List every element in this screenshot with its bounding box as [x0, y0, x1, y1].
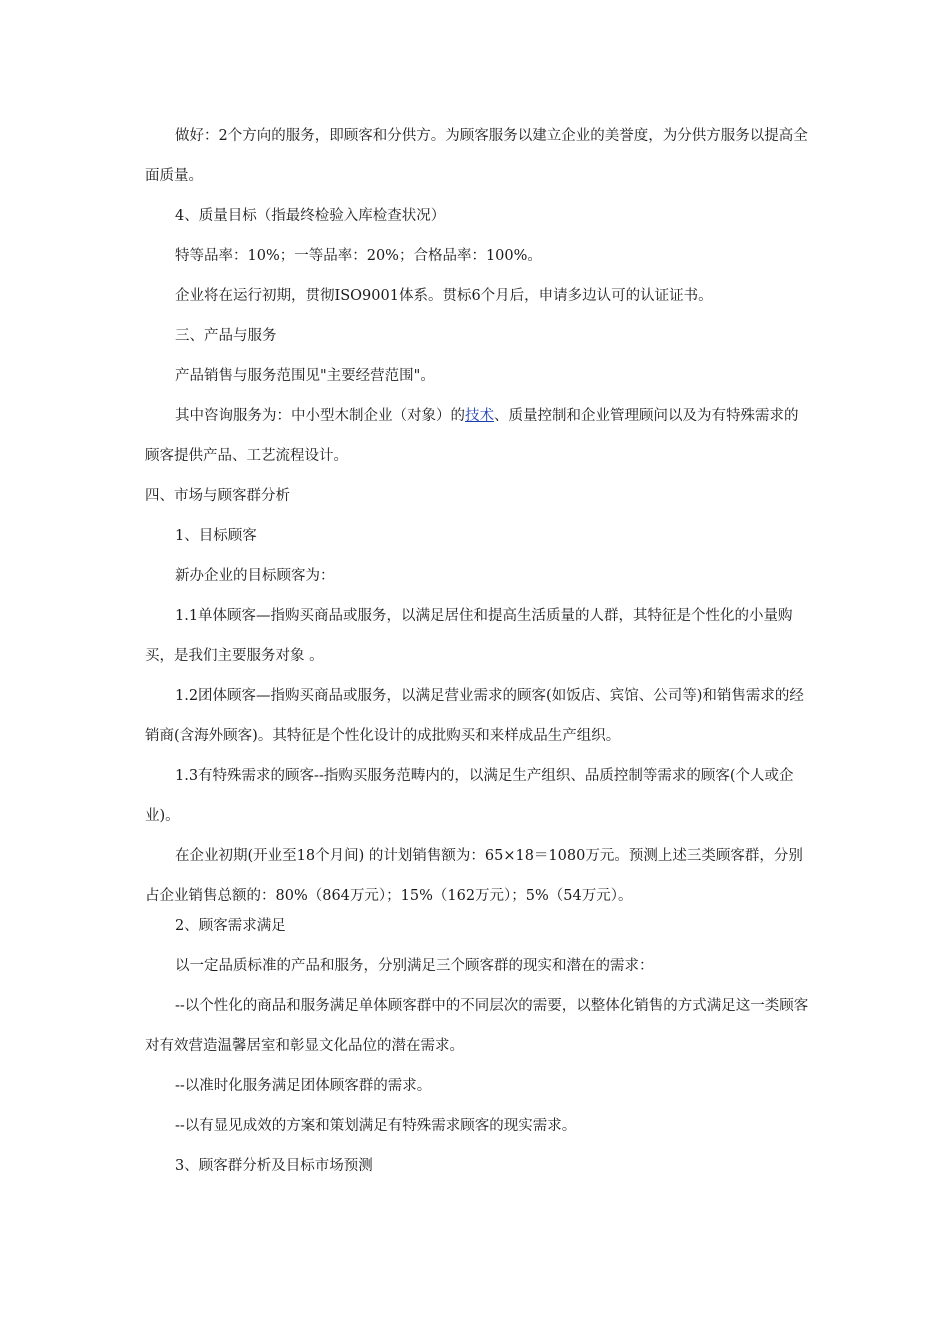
paragraph-target-intro: 新办企业的目标顾客为：	[175, 568, 335, 584]
paragraph-sales-scope: 产品销售与服务范围见"主要经营范围"。	[175, 368, 435, 384]
paragraph-consulting	[145, 396, 810, 476]
heading-customer-needs: 2、顾客需求满足	[175, 918, 286, 934]
paragraph-needs-intro: 以一定品质标准的产品和服务，分别满足三个顾客群的现实和潜在的需求：	[175, 958, 654, 974]
heading-quality-target: 4、质量目标（指最终检验入库检查状况）	[175, 208, 446, 224]
paragraph-group-customers: 1.2团体顾客—指购买商品或服务，以满足营业需求的顾客(如饭店、宾馆、公司等)和销售需求的经销商(含海外顾客)。其特征是个性化设计的成批购买和来样成品生产组织。	[145, 688, 804, 744]
paragraph-quality-rates: 特等品率：10%；一等品率：20%；合格品率：100%。	[175, 248, 542, 264]
heading-products-services: 三、产品与服务	[175, 328, 277, 344]
paragraph-service-direction: 做好：2个方向的服务，即顾客和分供方。为顾客服务以建立企业的美誉度，为分供方服务以提高全面质量。	[145, 128, 808, 184]
paragraph-special-customers: 1.3有特殊需求的顾客--指购买服务范畴内的，以满足生产组织、品质控制等需求的顾客(个人或企业)。	[145, 768, 794, 824]
technology-link[interactable]: 技术	[465, 408, 494, 424]
paragraph-individual-needs: --以个性化的商品和服务满足单体顾客群中的不同层次的需要，以整体化销售的方式满足这一类顾客对有效营造温馨居室和彰显文化品位的潜在需求。	[145, 998, 809, 1054]
paragraph-iso9001: 企业将在运行初期，贯彻ISO9001体系。贯标6个月后，申请多边认可的认证证书。	[175, 288, 713, 304]
heading-target-customers: 1、目标顾客	[175, 528, 257, 544]
paragraph-sales-forecast: 在企业初期(开业至18个月间) 的计划销售额为：65×18＝1080万元。预测上述三类顾客群，分别占企业销售总额的：80%（864万元）；15%（162万元）；5%（54万元）。	[145, 848, 803, 904]
paragraph-special-needs: --以有显见成效的方案和策划满足有特殊需求顾客的现实需求。	[175, 1118, 577, 1134]
heading-market-forecast: 3、顾客群分析及目标市场预测	[175, 1158, 373, 1174]
paragraph-group-needs: --以准时化服务满足团体顾客群的需求。	[175, 1078, 432, 1094]
paragraph-individual-customers: 1.1单体顾客—指购买商品或服务，以满足居住和提高生活质量的人群，其特征是个性化的小量购买，是我们主要服务对象 。	[145, 608, 793, 664]
consulting-text-after: 、质量控制和企业管理顾问以及为有特殊需求的顾客提供产品、工艺流程设计。	[145, 408, 799, 464]
consulting-text-before: 其中咨询服务为：中小型木制企业（对象）的	[175, 408, 465, 424]
heading-market-analysis: 四、市场与顾客群分析	[145, 488, 290, 504]
